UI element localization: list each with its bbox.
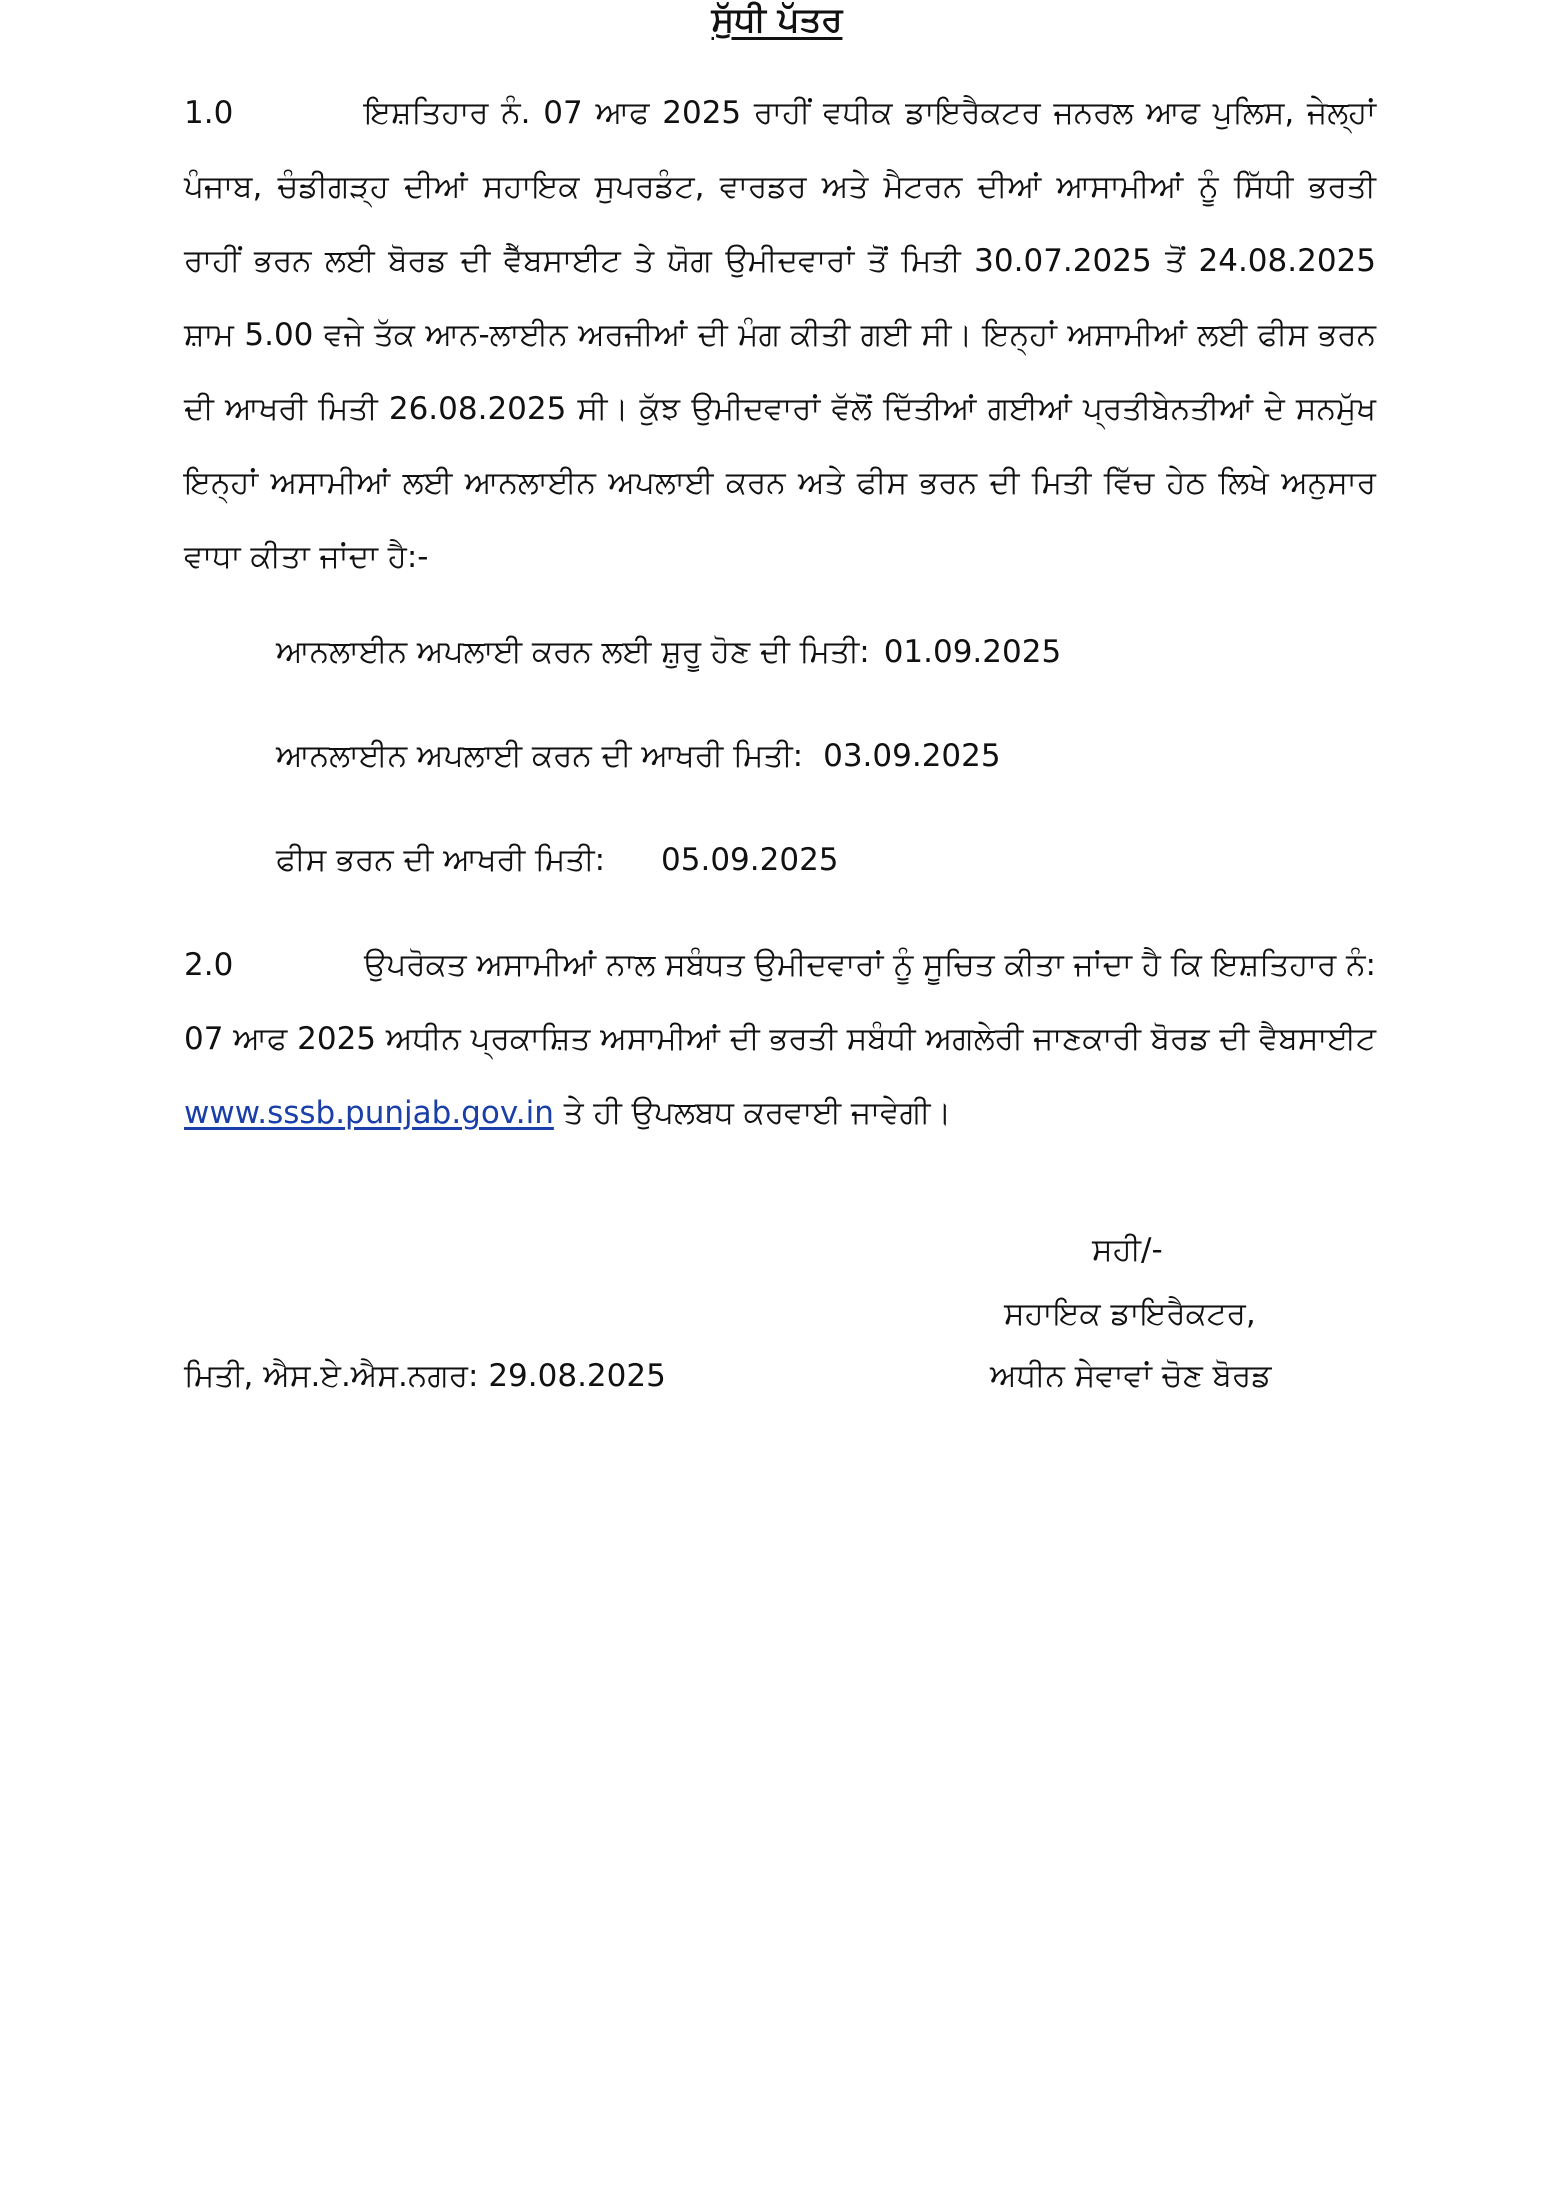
start-date-label: ਆਨਲਾਈਨ ਅਪਲਾਈ ਕਰਨ ਲਈ ਸ਼ੁਰੂ ਹੋਣ ਦੀ ਮਿਤੀ:	[276, 634, 870, 670]
signature-signed: ਸਹੀ/-	[1092, 1232, 1163, 1268]
title-text: ਸੁੱਧੀ ਪੱਤਰ	[711, 0, 843, 40]
fee-date-line	[276, 840, 839, 880]
last-date-line	[276, 736, 1001, 776]
last-date-label: ਆਨਲਾਈਨ ਅਪਲਾਈ ਕਰਨ ਦੀ ਆਖਰੀ ਮਿਤੀ:	[276, 738, 804, 774]
paragraph-1-text: ਇਸ਼ਤਿਹਾਰ ਨੰ. 07 ਆਫ 2025 ਰਾਹੀਂ ਵਧੀਕ ਡਾਇਰੈਕਟਰ ਜਨਰਲ ਆਫ ਪੁਲਿਸ, ਜੇਲ੍ਹਾਂ ਪੰਜਾਬ, ਚੰਡੀਗੜ੍ਹ ਦੀਆਂ ਸਹਾਇਕ ਸੁਪਰਡੰਟ, ਵਾਰਡਰ ਅਤੇ ਮੈਟਰਨ ਦੀਆਂ ਆਸਾਮੀਆਂ ਨੂੰ ਸਿੱਧੀ ਭਰਤੀ ਰਾਹੀਂ ਭਰਨ ਲਈ ਬੋਰਡ ਦੀ ਵੈੱਬਸਾਈਟ ਤੇ ਯੋਗ ਉਮੀਦਵਾਰਾਂ ਤੋਂ ਮਿਤੀ 30.07.2025 ਤੋਂ 24.08.2025 ਸ਼ਾਮ 5.00 ਵਜੇ ਤੱਕ ਆਨ-ਲਾਈਨ ਅਰਜੀਆਂ ਦੀ ਮੰਗ ਕੀਤੀ ਗਈ ਸੀ। ਇਨ੍ਹਾਂ ਅਸਾਮੀਆਂ ਲਈ ਫੀਸ ਭਰਨ ਦੀ ਆਖਰੀ ਮਿਤੀ 26.08.2025 ਸੀ। ਕੁੱਝ ਉਮੀਦਵਾਰਾਂ ਵੱਲੋਂ ਦਿੱਤੀਆਂ ਗਈਆਂ ਪ੍ਰਤੀਬੇਨਤੀਆਂ ਦੇ ਸਨਮੁੱਖ ਇਨ੍ਹਾਂ ਅਸਾਮੀਆਂ ਲਈ ਆਨਲਾਈਨ ਅਪਲਾਈ ਕਰਨ ਅਤੇ ਫੀਸ ਭਰਨ ਦੀ ਮਿਤੀ ਵਿੱਚ ਹੇਠ ਲਿਖੇ ਅਨੁਸਾਰ ਵਾਧਾ ਕੀਤਾ ਜਾਂਦਾ ਹੈ:-	[184, 95, 1376, 575]
start-date-value: 01.09.2025	[883, 634, 1062, 670]
paragraph-1-number: 1.0	[184, 95, 234, 131]
paragraph-1	[184, 76, 1376, 594]
signature-office: ਅਧੀਨ ਸੇਵਾਵਾਂ ਚੋਣ ਬੋਰਡ	[990, 1358, 1272, 1394]
fee-date-value: 05.09.2025	[661, 842, 839, 878]
paragraph-2-text-before: ਉਪਰੋਕਤ ਅਸਾਮੀਆਂ ਨਾਲ ਸਬੰਧਤ ਉਮੀਦਵਾਰਾਂ ਨੂੰ ਸੂਚਿਤ ਕੀਤਾ ਜਾਂਦਾ ਹੈ ਕਿ ਇਸ਼ਤਿਹਾਰ ਨੰ: 07 ਆਫ 2025 ਅਧੀਨ ਪ੍ਰਕਾਸ਼ਿਤ ਅਸਾਮੀਆਂ ਦੀ ਭਰਤੀ ਸਬੰਧੀ ਅਗਲੇਰੀ ਜਾਣਕਾਰੀ ਬੋਰਡ ਦੀ ਵੈਬਸਾਈਟ	[184, 947, 1376, 1057]
page-title	[0, 0, 1554, 40]
date-place: ਮਿਤੀ, ਐਸ.ਏ.ਐਸ.ਨਗਰ: 29.08.2025	[184, 1358, 666, 1394]
signature-designation: ਸਹਾਇਕ ਡਾਇਰੈਕਟਰ,	[1004, 1296, 1256, 1332]
website-link[interactable]: www.sssb.punjab.gov.in	[184, 1095, 554, 1131]
paragraph-2-number: 2.0	[184, 947, 234, 983]
fee-date-label: ਫੀਸ ਭਰਨ ਦੀ ਆਖਰੀ ਮਿਤੀ:	[276, 842, 606, 878]
paragraph-2	[184, 928, 1376, 1150]
start-date-line	[276, 632, 1061, 672]
last-date-value: 03.09.2025	[823, 738, 1001, 774]
paragraph-2-text-after: ਤੇ ਹੀ ਉਪਲਬਧ ਕਰਵਾਈ ਜਾਵੇਗੀ।	[563, 1095, 952, 1131]
